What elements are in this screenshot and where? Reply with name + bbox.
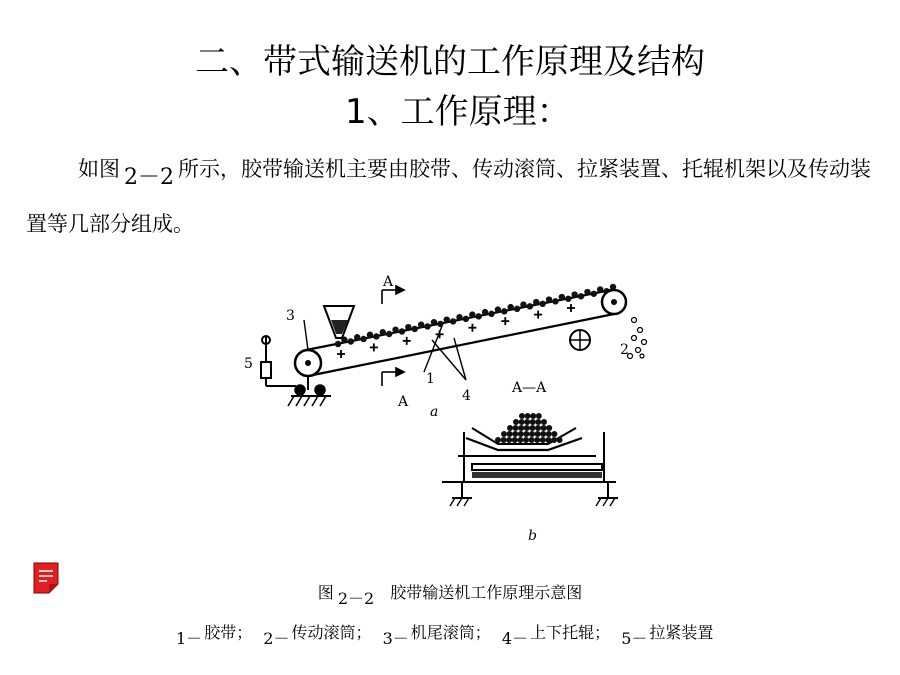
pile-lump: [512, 437, 518, 443]
pile-lump: [518, 425, 524, 431]
discharge-material: [628, 318, 647, 359]
pile-lump: [495, 437, 501, 443]
idlers: [337, 304, 575, 358]
pile-lump: [519, 413, 525, 419]
material-lump: [488, 311, 494, 317]
pile-lump: [518, 431, 524, 437]
description-paragraph: [26, 146, 876, 247]
tail-pulley: [295, 350, 321, 390]
pile-lump: [535, 419, 541, 425]
material-lump: [360, 336, 366, 342]
material-lump: [507, 304, 513, 310]
pile-lump: [517, 437, 523, 443]
material-lump: [578, 293, 584, 299]
figure-reference: 2－2: [124, 165, 174, 190]
pile-lump: [523, 437, 529, 443]
pile-lump: [524, 419, 530, 425]
idler-mark: [337, 350, 345, 358]
material-lump: [597, 286, 603, 292]
pile-lump: [530, 419, 536, 425]
material-lump: [482, 309, 488, 315]
legend-text-4: 上下托辊；: [530, 623, 611, 642]
material-lump: [412, 326, 418, 332]
legend-num-3: 3－: [382, 629, 409, 648]
pile-lump: [535, 431, 541, 437]
section-subtitle: 1、工作原理：: [345, 92, 571, 132]
pile-lump: [545, 437, 551, 443]
pile-lump: [524, 425, 530, 431]
section-mark-top: A: [383, 274, 394, 290]
pile-lump: [540, 431, 546, 437]
sub-figure-a: a: [430, 404, 439, 420]
pile-lump: [535, 425, 541, 431]
figure-legend: [170, 620, 713, 649]
material-lump: [354, 334, 360, 340]
pile-lump: [551, 437, 557, 443]
material-lump: [348, 338, 354, 344]
material-lump: [527, 303, 533, 309]
material-lump: [373, 333, 379, 339]
pile-lump: [529, 437, 535, 443]
pile-lump: [530, 413, 536, 419]
legend-text-1: 胶带；: [204, 623, 253, 642]
pile-lump: [551, 431, 557, 437]
material-lump: [456, 314, 462, 320]
material-lump: [431, 319, 437, 325]
material-lump: [565, 296, 571, 302]
material-lump: [475, 313, 481, 319]
pile-lump: [529, 425, 535, 431]
slide-title: 二、带式输送机的工作原理及结构: [195, 42, 705, 82]
material-lump: [514, 306, 520, 312]
pile-lump: [513, 425, 519, 431]
pile-lump: [546, 431, 552, 437]
material-lump: [501, 308, 507, 314]
material-lump: [520, 301, 526, 307]
pile-lump: [507, 425, 513, 431]
material-lump: [584, 289, 590, 295]
pile-lump: [541, 425, 547, 431]
material-lump: [437, 321, 443, 327]
head-pulley: [602, 290, 626, 314]
conveyor-diagram: [236, 268, 656, 558]
legend-num-1: 1－: [176, 629, 203, 648]
caption-number: 2－2: [337, 589, 375, 608]
pile-lump: [529, 431, 535, 437]
legend-num-4: 4－: [501, 629, 529, 648]
legend-text-5: 拉紧装置: [649, 623, 714, 642]
pile-lump: [525, 413, 531, 419]
pile-lump: [501, 431, 507, 437]
take-up-device: [261, 336, 296, 386]
material-lump: [380, 329, 386, 335]
feed-hopper: [324, 306, 354, 338]
idler-mark: [567, 304, 575, 312]
material-lump: [559, 294, 565, 300]
pile-lump: [541, 419, 547, 425]
material-lump: [386, 331, 392, 337]
cross-section-view: [442, 413, 618, 506]
pile-lump: [557, 437, 563, 443]
legend-num-5: 5－: [621, 629, 648, 648]
pile-lump: [519, 419, 525, 425]
legend-text-3: 机尾滚筒；: [410, 623, 491, 642]
material-lump: [495, 306, 501, 312]
material-lump: [571, 291, 577, 297]
material-lump: [335, 341, 341, 347]
legend-num-2: 2－: [263, 629, 290, 648]
pile-lump: [512, 431, 518, 437]
caption-prefix: 图: [317, 583, 334, 602]
material-lump: [424, 323, 430, 329]
pile-lump: [507, 431, 513, 437]
material-lump: [469, 311, 475, 317]
figure-caption: [0, 580, 900, 609]
paragraph-text-rest: 所示，胶带输送机主要由胶带、传动滚筒、拉紧装置、托辊机架以及传动装置等几部分组成。: [26, 157, 871, 236]
section-arrows: [382, 286, 404, 386]
pile-lump: [523, 431, 529, 437]
pile-lump: [534, 437, 540, 443]
label-4: 4: [462, 388, 471, 404]
material-lump: [552, 298, 558, 304]
idler-mark: [370, 343, 378, 351]
idler-mark: [501, 317, 509, 325]
sub-figure-b: b: [528, 528, 537, 544]
snub-pulley: [570, 330, 590, 350]
section-title: A—A: [512, 380, 547, 396]
material-lump: [539, 301, 545, 307]
label-1: 1: [426, 371, 435, 387]
label-3: 3: [286, 308, 295, 324]
base-support: [288, 385, 331, 406]
material-lump: [591, 291, 597, 297]
idler-mark: [534, 311, 542, 319]
material-lump: [392, 326, 398, 332]
idler-mark: [403, 337, 411, 345]
idler-mark: [468, 324, 476, 332]
legend-text-2: 传动滚筒；: [291, 623, 372, 642]
label-5: 5: [244, 356, 253, 372]
material-lump: [444, 316, 450, 322]
material-lump: [405, 324, 411, 330]
pile-lump: [506, 437, 512, 443]
pile-lump: [536, 413, 542, 419]
material-lump: [367, 332, 373, 338]
material-lump: [399, 328, 405, 334]
pile-lump: [540, 437, 546, 443]
label-2: 2: [620, 342, 629, 358]
material-lump: [418, 321, 424, 327]
pile-lump: [513, 419, 519, 425]
material-lump: [546, 296, 552, 302]
pile-lump: [546, 425, 552, 431]
section-mark-bottom: A: [398, 394, 409, 410]
material-lump: [450, 318, 456, 324]
paragraph-text-start: 如图: [78, 157, 120, 181]
caption-text: 胶带输送机工作原理示意图: [390, 583, 583, 602]
material-lump: [533, 299, 539, 305]
material-lump: [463, 316, 469, 322]
pile-lump: [501, 437, 507, 443]
